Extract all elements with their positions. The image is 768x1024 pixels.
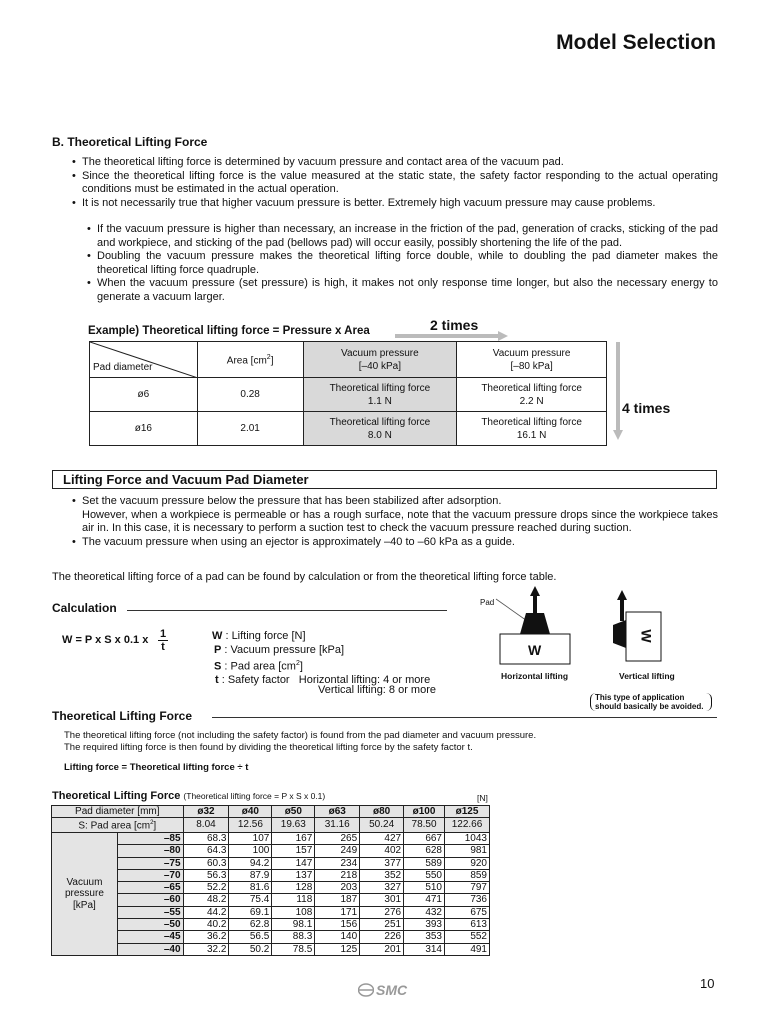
force-cell: 797: [445, 882, 490, 894]
legend-item: W : Lifting force [N]: [212, 630, 306, 642]
pad-label: Pad: [480, 598, 495, 607]
lifting-force-bullets: [72, 495, 718, 549]
force-cell: 352: [360, 869, 404, 881]
cell: ø40: [229, 806, 272, 818]
cell: Theoretical lifting force 8.0 N: [303, 412, 457, 446]
force-cell: 675: [445, 906, 490, 918]
force-cell: 69.1: [229, 906, 272, 918]
force-cell: 60.3: [183, 857, 229, 869]
section-b-subbullets: [87, 223, 718, 304]
pressure-cell: –60: [117, 894, 183, 906]
bullet: • When the vacuum pressure (set pressure) is high, it makes not only response time longer, but also the necessary energy to generate a vacuum larger.: [87, 277, 718, 304]
force-cell: 427: [360, 832, 404, 844]
smc-logo: [358, 982, 407, 998]
tlf-heading: Theoretical Lifting Force: [52, 709, 193, 723]
table-row: [52, 832, 490, 844]
cell: 19.63: [272, 818, 315, 833]
table-row: [52, 943, 490, 955]
legend-item: t : Safety factor Horizontal lifting: 4 or more: [215, 674, 431, 687]
force-cell: 44.2: [183, 906, 229, 918]
force-cell: 218: [315, 869, 360, 881]
force-cell: 736: [445, 894, 490, 906]
force-cell: 201: [360, 943, 404, 955]
force-cell: 167: [272, 832, 315, 844]
force-cell: 52.2: [183, 882, 229, 894]
force-cell: 48.2: [183, 894, 229, 906]
table-row: [52, 857, 490, 869]
bullet: • Since the theoretical lifting force is the value measured at the static state, the safety factor responding to the actual operating conditions must be estimated in the actual operation.: [72, 170, 718, 197]
cell: 122.66: [445, 818, 490, 833]
cell: ø80: [360, 806, 404, 818]
force-cell: 98.1: [272, 919, 315, 931]
cell: Theoretical lifting force 2.2 N: [457, 378, 607, 412]
force-cell: 393: [404, 919, 445, 931]
pressure-cell: –80: [117, 845, 183, 857]
force-cell: 377: [360, 857, 404, 869]
cell: 50.24: [360, 818, 404, 833]
pressure-cell: –55: [117, 906, 183, 918]
application-note: This type of application should basically be avoided.: [590, 693, 712, 711]
example-caption: Example) Theoretical lifting force = Pressure x Area: [88, 325, 370, 337]
lt-title: Theoretical Lifting Force (Theoretical lifting force = P x S x 0.1): [52, 790, 326, 802]
bullet: • If the vacuum pressure is higher than necessary, an increase in the friction of the pad, generation of cracks, sticking of the pad and workpiece, and sticking of the pad (bellows pad) will occur easily, possibly shortening the life of the pad.: [87, 223, 718, 250]
cell: Theoretical lifting force 1.1 N: [303, 378, 457, 412]
bullet: • It is not necessarily true that higher vacuum pressure is better. Extremely high vacuum pressure may cause problems.: [72, 197, 718, 211]
lifting-force-section-box: [52, 470, 717, 489]
force-cell: 125: [315, 943, 360, 955]
table-row: [52, 894, 490, 906]
force-cell: 301: [360, 894, 404, 906]
force-cell: 249: [315, 845, 360, 857]
force-cell: 859: [445, 869, 490, 881]
force-cell: 353: [404, 931, 445, 943]
force-cell: 276: [360, 906, 404, 918]
cell: 2.01: [197, 412, 303, 446]
force-cell: 156: [315, 919, 360, 931]
force-cell: 137: [272, 869, 315, 881]
example-table: [89, 341, 607, 446]
lt-unit: [N]: [477, 793, 488, 803]
force-cell: 491: [445, 943, 490, 955]
force-cell: 36.2: [183, 931, 229, 943]
force-cell: 75.4: [229, 894, 272, 906]
corner-label: Pad diameter: [93, 362, 153, 373]
section-b-bullets: [72, 156, 718, 210]
smc-logo-icon: [358, 983, 374, 997]
area-header: Area $[cm^2]$: [197, 342, 303, 378]
bullet: • The theoretical lifting force is determined by vacuum pressure and contact area of the vacuum pad.: [72, 156, 718, 170]
force-cell: 100: [229, 845, 272, 857]
cell: ø50: [272, 806, 315, 818]
pressure-cell: –70: [117, 869, 183, 881]
force-cell: 128: [272, 882, 315, 894]
calculation-heading: Calculation: [52, 601, 117, 615]
table-row: [52, 931, 490, 943]
vp2-header: Vacuum pressure [–80 kPa]: [457, 342, 607, 378]
force-cell: 62.8: [229, 919, 272, 931]
force-cell: 78.5: [272, 943, 315, 955]
force-cell: 56.5: [229, 931, 272, 943]
tlf-text: The theoretical lifting force (not including the safety factor) is found from the pad diameter and vacuum pressure. The required lifting force is then found by dividing the theoretical lifting force by the safety factor t.: [64, 730, 537, 753]
force-cell: 187: [315, 894, 360, 906]
force-cell: 64.3: [183, 845, 229, 857]
legend-item: P : Vacuum pressure [kPa]: [214, 643, 345, 656]
vertical-lifting-label: Vertical lifting: [619, 671, 675, 681]
force-cell: 94.2: [229, 857, 272, 869]
lifting-force-section-title: Lifting Force and Vacuum Pad Diameter: [63, 472, 309, 487]
lt-diameter-row: [52, 806, 490, 818]
force-cell: 140: [315, 931, 360, 943]
two-times-label: 2 times: [430, 317, 479, 333]
force-cell: 87.9: [229, 869, 272, 881]
table-row: [52, 869, 490, 881]
force-cell: 981: [445, 845, 490, 857]
table-row: [90, 412, 607, 446]
pressure-cell: –85: [117, 832, 183, 844]
vp1-header: Vacuum pressure [–40 kPa]: [303, 342, 457, 378]
force-cell: 32.2: [183, 943, 229, 955]
force-cell: 402: [360, 845, 404, 857]
formula-legend: [212, 630, 430, 688]
pressure-cell: –75: [117, 857, 183, 869]
force-cell: 234: [315, 857, 360, 869]
force-cell: 314: [404, 943, 445, 955]
cell: ø6: [90, 378, 198, 412]
force-cell: 251: [360, 919, 404, 931]
force-cell: 327: [360, 882, 404, 894]
horizontal-w: W: [528, 642, 542, 658]
cell: 12.56: [229, 818, 272, 833]
force-cell: 613: [445, 919, 490, 931]
page-title: Model Selection: [556, 31, 716, 54]
force-cell: 589: [404, 857, 445, 869]
force-cell: 81.6: [229, 882, 272, 894]
force-cell: 265: [315, 832, 360, 844]
table-row: [90, 378, 607, 412]
force-cell: 118: [272, 894, 315, 906]
force-cell: 920: [445, 857, 490, 869]
force-cell: 550: [404, 869, 445, 881]
vacuum-pressure-label: Vacuum pressure [kPa]: [52, 832, 118, 955]
force-cell: 1043: [445, 832, 490, 844]
table-row: [52, 919, 490, 931]
force-cell: 107: [229, 832, 272, 844]
cell: 0.28: [197, 378, 303, 412]
force-cell: 56.3: [183, 869, 229, 881]
force-cell: 203: [315, 882, 360, 894]
down-arrow-icon: [613, 342, 623, 442]
pressure-cell: –40: [117, 943, 183, 955]
cell: ø100: [404, 806, 445, 818]
force-cell: 68.3: [183, 832, 229, 844]
intro-text: The theoretical lifting force of a pad can be found by calculation or from the theoretical lifting force table.: [52, 571, 557, 583]
formula: W = P x S x 0.1 x: [62, 634, 149, 646]
horizontal-lifting-label: Horizontal lifting: [501, 671, 569, 681]
force-cell: 88.3: [272, 931, 315, 943]
cell: 78.50: [404, 818, 445, 833]
cell: 8.04: [183, 818, 229, 833]
pressure-cell: –65: [117, 882, 183, 894]
lt-area-row: [52, 818, 490, 833]
cell: 31.16: [315, 818, 360, 833]
cell: ø63: [315, 806, 360, 818]
legend-item: S : Pad area $[cm^2]$: [214, 660, 303, 673]
force-cell: 226: [360, 931, 404, 943]
calculation-rule: [127, 610, 447, 611]
formula-fraction: 1 t: [159, 628, 167, 653]
cell: Theoretical lifting force 16.1 N: [457, 412, 607, 446]
tlf-rule: [212, 717, 717, 718]
force-cell: 628: [404, 845, 445, 857]
cell: ø16: [90, 412, 198, 446]
right-arrow-icon: [395, 331, 510, 341]
cell: ø125: [445, 806, 490, 818]
table-row: [52, 882, 490, 894]
bullet: • Doubling the vacuum pressure makes the theoretical lifting force double, while to doubling the pad diameter makes the theoretical lifting force quadruple.: [87, 250, 718, 277]
bullet: • Set the vacuum pressure below the pressure that has been stabilized after adsorption. However, when a workpiece is permeable or has a rough surface, note that the vacuum pressure drops since the workpiece takes air in. In this case, it is necessary to perform a suction test to check the vacuum pressure reached during suction.: [72, 495, 718, 536]
cell: ø32: [183, 806, 229, 818]
pressure-cell: –45: [117, 931, 183, 943]
force-cell: 108: [272, 906, 315, 918]
force-cell: 667: [404, 832, 445, 844]
tlf-formula: Lifting force = Theoretical lifting force ÷ t: [64, 762, 249, 773]
table-row: [52, 845, 490, 857]
corner-cell: [90, 342, 198, 378]
section-b-heading: B. Theoretical Lifting Force: [52, 135, 208, 149]
force-cell: 510: [404, 882, 445, 894]
force-cell: 147: [272, 857, 315, 869]
force-cell: 171: [315, 906, 360, 918]
vertical-w: W: [638, 629, 655, 643]
lifting-force-table: [51, 805, 490, 956]
smc-logo-text: SMC: [376, 982, 408, 998]
table-row: [52, 906, 490, 918]
pressure-cell: –50: [117, 919, 183, 931]
force-cell: 432: [404, 906, 445, 918]
force-cell: 552: [445, 931, 490, 943]
force-cell: 50.2: [229, 943, 272, 955]
force-cell: 40.2: [183, 919, 229, 931]
page-number: 10: [700, 976, 715, 991]
force-cell: 157: [272, 845, 315, 857]
force-cell: 471: [404, 894, 445, 906]
vertical-lifting-factor: Vertical lifting: 8 or more: [318, 684, 436, 696]
four-times-label: 4 times: [622, 400, 671, 416]
cell: Pad diameter [mm]: [52, 806, 184, 818]
bullet: • The vacuum pressure when using an ejector is approximately –40 to –60 kPa as a guide.: [72, 536, 718, 550]
cell: S: Pad area $[cm^2]$: [52, 818, 184, 833]
